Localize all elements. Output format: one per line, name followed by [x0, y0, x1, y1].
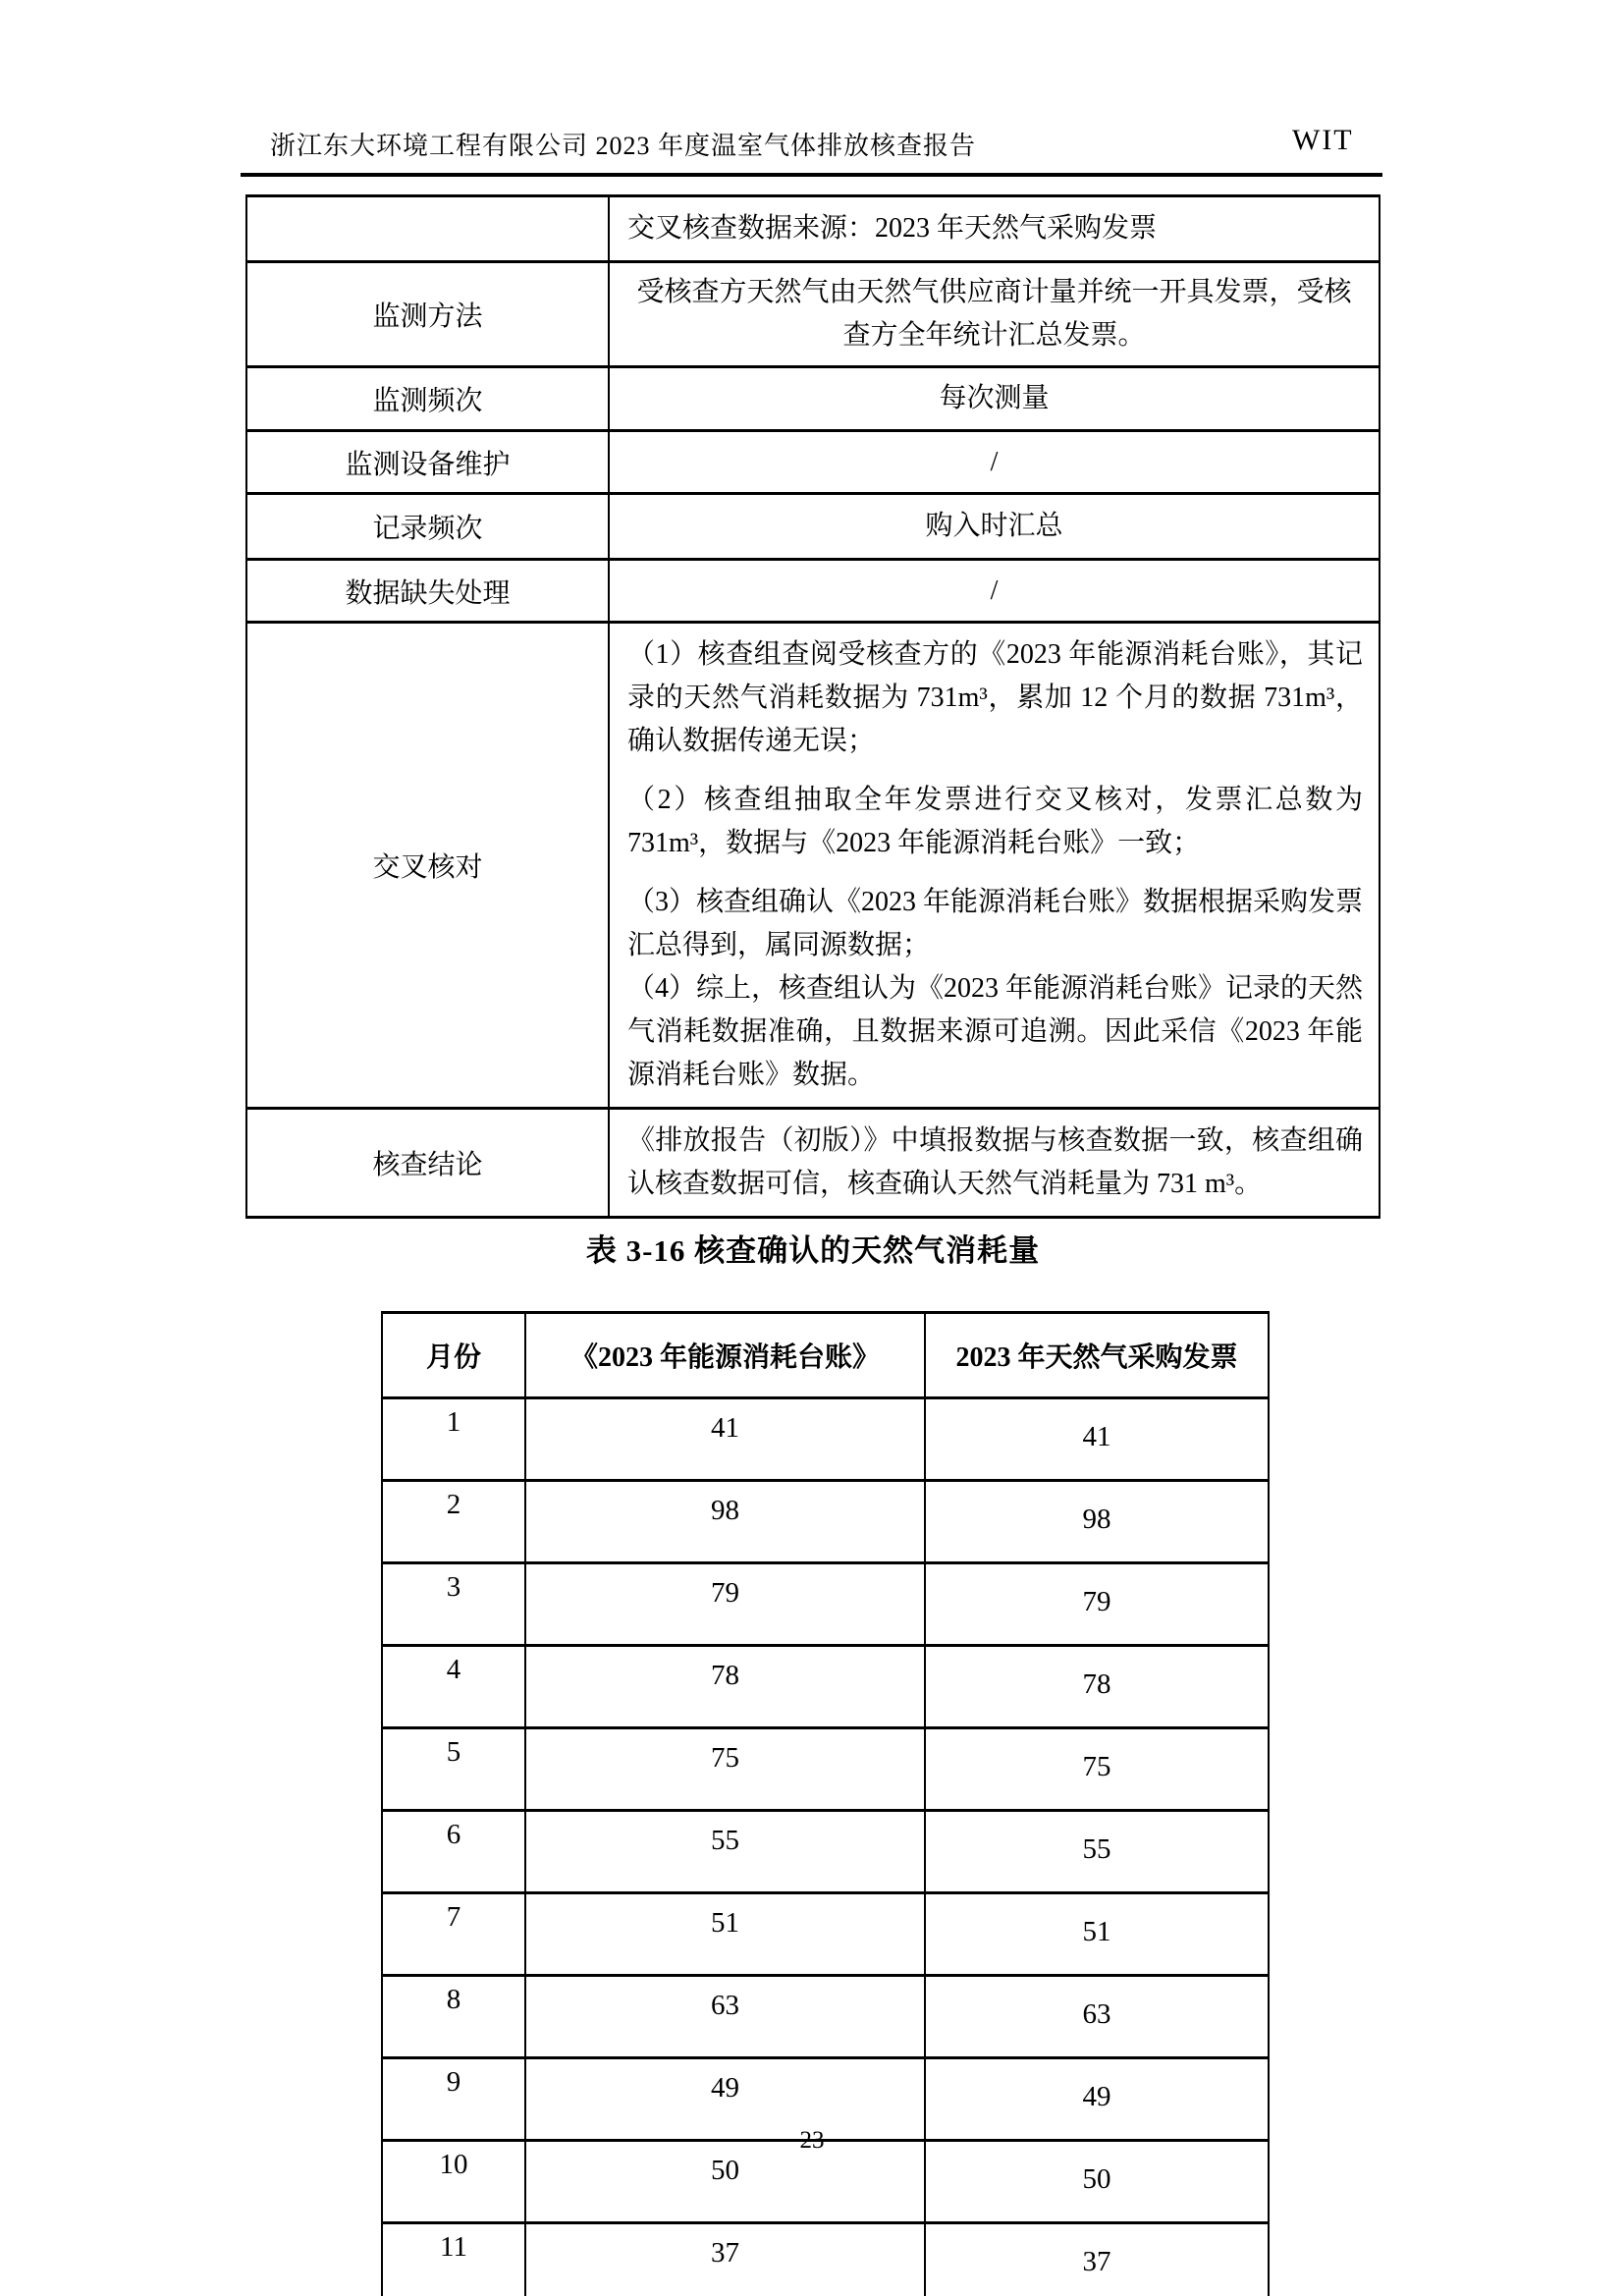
row-value: /: [609, 431, 1380, 494]
header-brand-mark: WIT: [1292, 124, 1354, 156]
month-cell: 1: [382, 1398, 525, 1481]
invoice-cell: 98: [925, 1481, 1269, 1563]
month-cell: 5: [382, 1728, 525, 1811]
table-row: [382, 1563, 1269, 1646]
column-header-month: 月份: [382, 1313, 525, 1398]
ledger-cell: 51: [525, 1893, 925, 1976]
row-label: 监测设备维护: [246, 431, 609, 494]
ledger-cell: 55: [525, 1811, 925, 1893]
conclusion-cell: 《排放报告（初版）》中填报数据与核查数据一致，核查组确认核查数据可信，核查确认天然气消耗量为 731 m³。: [609, 1109, 1380, 1218]
ledger-cell: 98: [525, 1481, 925, 1563]
row-label: 数据缺失处理: [246, 560, 609, 623]
row-value: 购入时汇总: [609, 494, 1380, 560]
table-row: [382, 2223, 1269, 2296]
invoice-cell: 55: [925, 1811, 1269, 1893]
month-cell: 3: [382, 1563, 525, 1646]
month-cell: 8: [382, 1976, 525, 2058]
month-cell: 10: [382, 2141, 525, 2223]
table-row: [382, 1893, 1269, 1976]
month-cell: 11: [382, 2223, 525, 2296]
invoice-cell: 41: [925, 1398, 1269, 1481]
cross-check-source-cell: 交叉核查数据来源：2023 年天然气采购发票: [609, 196, 1380, 262]
invoice-cell: 63: [925, 1976, 1269, 2058]
row-label: 交叉核对: [246, 623, 609, 1109]
row-label: 核查结论: [246, 1109, 609, 1218]
table-row-missing-data-handling: [246, 560, 1380, 623]
ledger-cell: 50: [525, 2141, 925, 2223]
table-row-monitoring-method: [246, 262, 1380, 367]
table-row: [382, 1646, 1269, 1728]
column-header-invoice: 2023 年天然气采购发票: [925, 1313, 1269, 1398]
table-row-monitoring-frequency: [246, 367, 1380, 431]
invoice-cell: 51: [925, 1893, 1269, 1976]
paragraph: （1）核查组查阅受核查方的《2023 年能源消耗台账》，其记录的天然气消耗数据为 731m³，累加 12 个月的数据 731m³，确认数据传递无误；: [627, 639, 1363, 756]
ledger-cell: 75: [525, 1728, 925, 1811]
table-row-cross-verification: [246, 623, 1380, 1109]
table-row: [382, 1811, 1269, 1893]
ledger-cell: 41: [525, 1398, 925, 1481]
table-row-equipment-maintenance: [246, 431, 1380, 494]
row-label-empty: [246, 196, 609, 262]
table-row-record-frequency: [246, 494, 1380, 560]
ledger-cell: 49: [525, 2058, 925, 2141]
paragraph: （3）核查组确认《2023 年能源消耗台账》数据根据采购发票汇总得到，属同源数据；: [627, 887, 1364, 960]
row-label: 监测方法: [246, 262, 609, 367]
row-value: 受核查方天然气由天然气供应商计量并统一开具发票，受核查方全年统计汇总发票。: [609, 262, 1380, 367]
row-label: 监测频次: [246, 367, 609, 431]
month-cell: 2: [382, 1481, 525, 1563]
invoice-cell: 37: [925, 2223, 1269, 2296]
month-cell: 6: [382, 1811, 525, 1893]
invoice-cell: 75: [925, 1728, 1269, 1811]
section-title: 表 3-16 核查确认的天然气消耗量: [585, 1233, 1041, 1268]
table-row-conclusion: [246, 1109, 1380, 1218]
page-number: 23: [799, 2127, 825, 2154]
table-row: [382, 1398, 1269, 1481]
report-header-title: 浙江东大环境工程有限公司 2023 年度温室气体排放核查报告: [270, 132, 977, 160]
table-row-cross-check-source: [246, 196, 1380, 262]
invoice-cell: 49: [925, 2058, 1269, 2141]
month-cell: 9: [382, 2058, 525, 2141]
consumption-header-row: [382, 1313, 1269, 1398]
ledger-cell: 63: [525, 1976, 925, 2058]
ledger-cell: 37: [525, 2223, 925, 2296]
month-cell: 4: [382, 1646, 525, 1728]
invoice-cell: 50: [925, 2141, 1269, 2223]
invoice-cell: 78: [925, 1646, 1269, 1728]
cross-verification-cell: [609, 623, 1380, 1109]
table-row: [382, 1481, 1269, 1563]
column-header-ledger: 《2023 年能源消耗台账》: [525, 1313, 925, 1398]
row-value: 每次测量: [609, 367, 1380, 431]
monitoring-table: [245, 194, 1380, 1219]
table-row: [382, 1728, 1269, 1811]
table-row: [382, 1976, 1269, 2058]
paragraph: （2）核查组抽取全年发票进行交叉核对，发票汇总数为 731m³，数据与《2023 年能源消耗台账》一致；: [627, 785, 1363, 858]
ledger-cell: 78: [525, 1646, 925, 1728]
row-value: /: [609, 560, 1380, 623]
header-rule: [241, 173, 1382, 177]
month-cell: 7: [382, 1893, 525, 1976]
paragraph: （4）综上，核查组认为《2023 年能源消耗台账》记录的天然气消耗数据准确，且数据来源可追溯。因此采信《2023 年能源消耗台账》数据。: [627, 973, 1364, 1090]
ledger-cell: 79: [525, 1563, 925, 1646]
row-label: 记录频次: [246, 494, 609, 560]
invoice-cell: 79: [925, 1563, 1269, 1646]
